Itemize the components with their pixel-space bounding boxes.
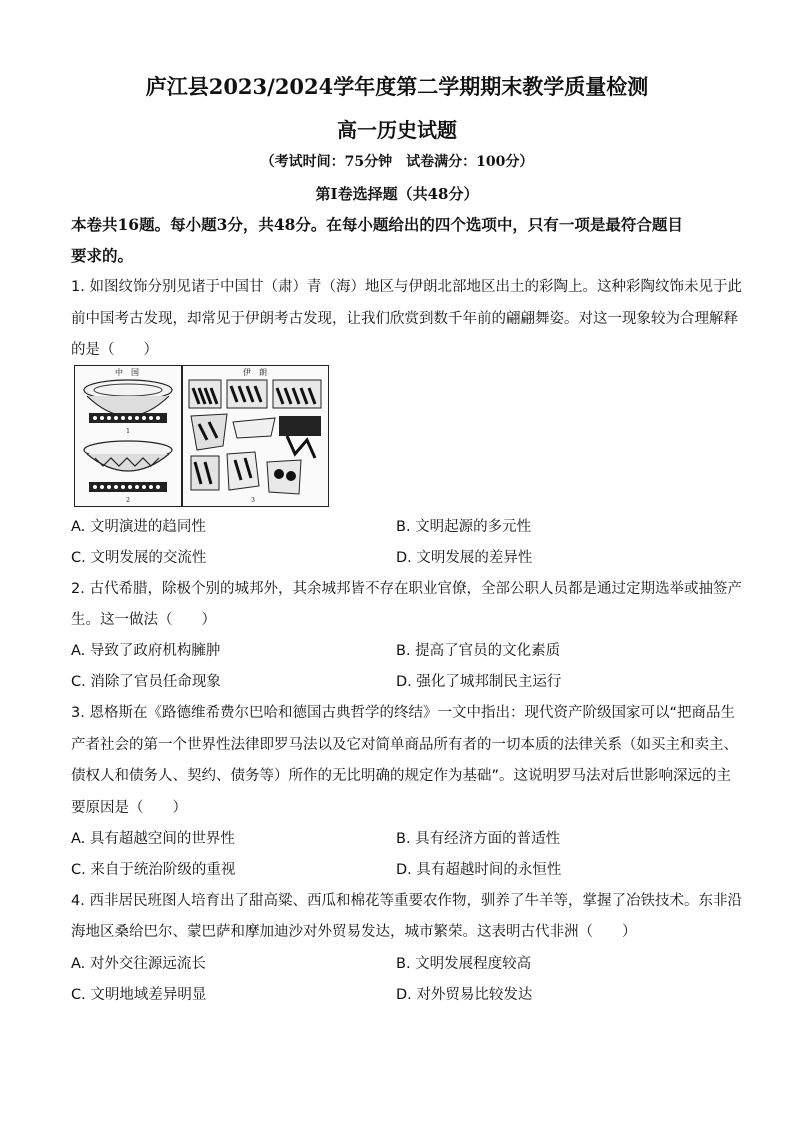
question-4-line-1: 4. 西非居民班图人培育出了甜高粱、西瓜和棉花等重要农作物，驯养了牛羊等，掌握了冶铁技术。东非沿 (71, 893, 742, 909)
question-1-option-c: C. 文明发展的交流性 (71, 550, 207, 566)
exam-info: （考试时间：75分钟 试卷满分：100分） (260, 154, 534, 170)
instructions-line-2: 要求的。 (71, 246, 134, 265)
question-1-option-a: A. 文明演进的趋同性 (71, 519, 206, 535)
question-2-option-b: B. 提高了官员的文化素质 (396, 643, 561, 659)
section-title: 第Ⅰ卷选择题（共48分） (315, 185, 479, 203)
question-2-line-2: 生。这一做法（ ） (71, 612, 216, 628)
china-pottery-panel (75, 366, 183, 506)
question-4-line-2: 海地区桑给巴尔、蒙巴萨和摩加迪沙对外贸易发达，城市繁荣。这表明古代非洲（ ） (71, 924, 637, 940)
exam-subtitle: 高一历史试题 (337, 118, 457, 142)
question-3-line-4: 要原因是（ ） (71, 800, 187, 816)
china-pottery-drawing (75, 366, 181, 506)
instructions-line-1: 本卷共16题。每小题3分，共48分。在每小题给出的四个选项中，只有一项是最符合题目 (71, 215, 683, 234)
iran-pottery-panel (183, 366, 328, 506)
iran-pottery-drawing (183, 366, 328, 506)
question-4-option-a: A. 对外交往源远流长 (71, 956, 206, 972)
question-3-option-c: C. 来自于统治阶级的重视 (71, 862, 236, 878)
pottery-pattern-figure (74, 365, 329, 507)
question-3-line-2: 产者社会的第一个世界性法律即罗马法以及它对简单商品所有者的一切本质的法律关系（如买主和卖主、 (71, 737, 738, 753)
china-panel-label: 中 国 (115, 368, 139, 377)
question-2-option-a: A. 导致了政府机构臃肿 (71, 643, 221, 659)
question-2-option-d: D. 强化了城邦制民主运行 (396, 674, 562, 690)
svg-text:3: 3 (251, 497, 255, 504)
question-3-line-3: 债权人和债务人、契约、债务等）所作的无比明确的规定作为基础”。这说明罗马法对后世影响深远的主 (71, 768, 732, 784)
exam-title: 庐江县2023/2024学年度第二学期期末教学质量检测 (145, 74, 649, 99)
question-2-line-1: 2. 古代希腊，除极个别的城邦外，其余城邦皆不存在职业官僚，全部公职人员都是通过定期选举或抽签产 (71, 581, 742, 597)
question-4-option-c: C. 文明地域差异明显 (71, 987, 207, 1003)
question-3-line-1: 3. 恩格斯在《路德维希费尔巴哈和德国古典哲学的终结》一文中指出：现代资产阶级国家可以“把商品生 (71, 705, 735, 721)
question-1-line-1: 1. 如图纹饰分别见诸于中国甘（肃）青（海）地区与伊朗北部地区出土的彩陶上。这种彩陶纹饰未见于此 (71, 279, 742, 295)
question-1-line-3: 的是（ ） (71, 342, 158, 358)
question-2-option-c: C. 消除了官员任命现象 (71, 674, 221, 690)
question-3-option-a: A. 具有超越空间的世界性 (71, 831, 235, 847)
question-4-option-d: D. 对外贸易比较发达 (396, 987, 533, 1003)
question-1-line-2: 前中国考古发现，却常见于伊朗考古发现，让我们欣赏到数千年前的翩翩舞姿。对这一现象较为合理解释 (71, 311, 738, 327)
question-1-option-d: D. 文明发展的差异性 (396, 550, 533, 566)
iran-panel-label: 伊 朗 (243, 368, 267, 377)
svg-text:1: 1 (126, 428, 130, 435)
question-4-option-b: B. 文明发展程度较高 (396, 956, 532, 972)
svg-text:2: 2 (126, 497, 130, 504)
question-3-option-b: B. 具有经济方面的普适性 (396, 831, 561, 847)
question-1-option-b: B. 文明起源的多元性 (396, 519, 532, 535)
question-3-option-d: D. 具有超越时间的永恒性 (396, 862, 562, 878)
